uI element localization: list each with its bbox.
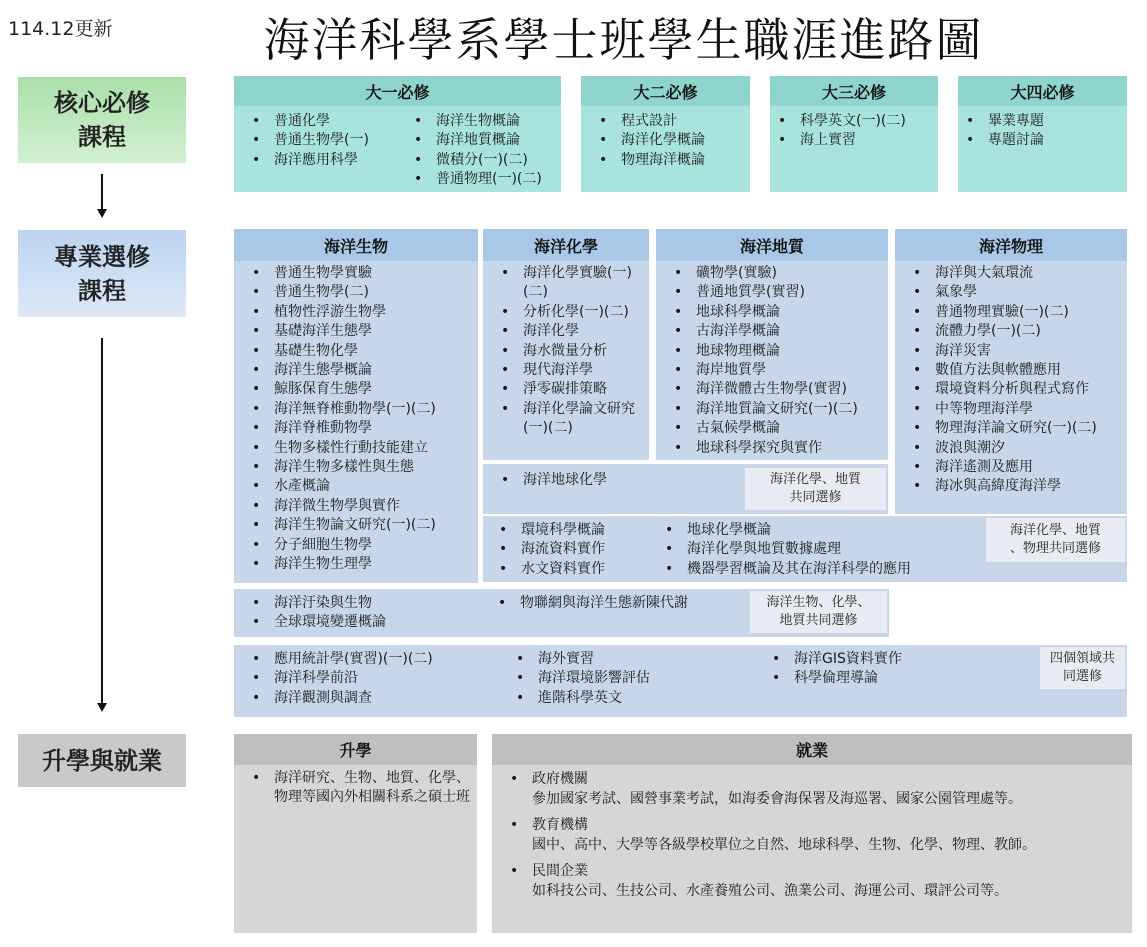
list-item: • 環境科學概論 xyxy=(491,521,605,540)
list-item: • 海洋地質論文研究(一)(二) xyxy=(666,400,858,419)
list-item: • 應用統計學(實習)(一)(二) xyxy=(244,650,433,669)
list-item: • 普通生物學(二) xyxy=(244,283,436,302)
list-item: • 海洋環境影響評估 xyxy=(508,669,650,688)
elective-geo-body xyxy=(656,261,888,460)
list-item: • 海洋地質概論 xyxy=(406,131,542,150)
arrow-head-icon xyxy=(97,703,107,712)
list-item: • 普通地質學(實習) xyxy=(666,283,858,302)
list-item: • 海洋化學實驗(一)(二) xyxy=(493,264,643,303)
list-item: • 鯨豚保育生態學 xyxy=(244,380,436,399)
elective-all-note: 四個領域共 同選修 xyxy=(1040,647,1125,689)
elective-bcg-col1 xyxy=(244,594,386,633)
career-study-body xyxy=(234,765,477,933)
list-item: • 海洋遙測及應用 xyxy=(905,458,1097,477)
list-item: • 海流資料實作 xyxy=(491,540,605,559)
career-job-header: 就業 xyxy=(492,734,1132,765)
list-item: • 普通物理實驗(一)(二) xyxy=(905,303,1097,322)
elective-chemgeo-body xyxy=(483,464,888,514)
list-item: • 流體力學(一)(二) xyxy=(905,322,1097,341)
list-item: • 科學英文(一)(二) xyxy=(770,112,906,131)
list-item: • 海洋生物生理學 xyxy=(244,555,436,574)
list-item: • 海洋化學 xyxy=(493,322,643,341)
list-item: • 海上實習 xyxy=(770,131,906,150)
list-item: • 地球物理概論 xyxy=(666,342,858,361)
elective-bcg-col2 xyxy=(490,594,688,613)
list-item: • 分子細胞生物學 xyxy=(244,536,436,555)
job-desc: 參加國家考試、國營事業考試，如海委會海保署及海巡署、國家公園管理處等。 xyxy=(532,791,1022,807)
list-item: • 海洋無脊椎動物學(一)(二) xyxy=(244,400,436,419)
list-item: • 古海洋學概論 xyxy=(666,322,858,341)
list-item: • 礦物學(實驗) xyxy=(666,264,858,283)
list-item: • 環境資料分析與程式寫作 xyxy=(905,380,1097,399)
list-item: • 畢業專題 xyxy=(958,112,1044,131)
core-y4-header: 大四必修 xyxy=(958,76,1127,106)
list-item: • 海洋與大氣環流 xyxy=(905,264,1097,283)
list-item: • 水產概論 xyxy=(244,477,436,496)
list-item: • 海洋GIS資料實作 xyxy=(764,650,902,669)
list-item: • 地球科學概論 xyxy=(666,303,858,322)
elective-cgp-col1 xyxy=(491,521,605,579)
elective-bio-header: 海洋生物 xyxy=(234,229,478,261)
list-item: • 地球化學概論 xyxy=(657,521,911,540)
list-item: • 海洋汙染與生物 xyxy=(244,594,386,613)
list-item: • 海洋災害 xyxy=(905,342,1097,361)
career-job-item: • 民間企業 如科技公司、生技公司、水產養殖公司、漁業公司、海運公司、環評公司等。 xyxy=(502,861,1008,901)
list-item: • 物聯網與海洋生態新陳代謝 xyxy=(490,594,688,613)
list-item: • 海洋研究、生物、地質、化學、物理等國內外相關科系之碩士班 xyxy=(244,769,472,808)
list-item: • 普通生物學(一) xyxy=(244,131,369,150)
list-item: • 微積分(一)(二) xyxy=(406,151,542,170)
core-y1-col1 xyxy=(244,112,369,170)
elective-bcg-note: 海洋生物、化學、 地質共同選修 xyxy=(750,591,887,633)
career-job-body xyxy=(492,765,1132,933)
career-study-list xyxy=(244,769,472,808)
elective-cgp-note: 海洋化學、地質 、物理共同選修 xyxy=(986,518,1125,562)
list-item: • 海洋地球化學 xyxy=(493,471,607,490)
core-y2-list xyxy=(591,112,705,170)
list-item: • 進階科學英文 xyxy=(508,689,650,708)
elective-chemgeo-note: 海洋化學、地質 共同選修 xyxy=(745,468,886,510)
list-item: • 淨零碳排策略 xyxy=(493,380,643,399)
list-item: • 普通生物學實驗 xyxy=(244,264,436,283)
list-item: • 海洋應用科學 xyxy=(244,151,369,170)
list-item: • 普通化學 xyxy=(244,112,369,131)
list-item: • 普通物理(一)(二) xyxy=(406,170,542,189)
elective-geo-header: 海洋地質 xyxy=(656,229,888,261)
list-item: • 海外實習 xyxy=(508,650,650,669)
list-item: • 海洋脊椎動物學 xyxy=(244,419,436,438)
core-y4-body xyxy=(958,106,1127,192)
elective-bio-list xyxy=(244,264,436,575)
elective-cgp-body xyxy=(483,516,1127,582)
elective-all-col3 xyxy=(764,650,902,689)
list-item: • 現代海洋學 xyxy=(493,361,643,380)
list-item: • 植物性浮游生物學 xyxy=(244,303,436,322)
list-item: • 數值方法與軟體應用 xyxy=(905,361,1097,380)
elective-all-col1 xyxy=(244,650,433,708)
elective-chemgeo-list xyxy=(493,471,607,490)
list-item: • 海洋生物概論 xyxy=(406,112,542,131)
list-item: • 地球科學探究與實作 xyxy=(666,439,858,458)
core-y3-list xyxy=(770,112,906,151)
list-item: • 中等物理海洋學 xyxy=(905,400,1097,419)
list-item: • 程式設計 xyxy=(591,112,705,131)
list-item: • 海洋生物多樣性與生態 xyxy=(244,458,436,477)
list-item: • 海洋生態學概論 xyxy=(244,361,436,380)
list-item: • 專題討論 xyxy=(958,131,1044,150)
list-item: • 海水微量分析 xyxy=(493,342,643,361)
career-study-header: 升學 xyxy=(234,734,477,765)
core-y2-header: 大二必修 xyxy=(581,76,750,106)
elective-chem-header: 海洋化學 xyxy=(483,229,649,261)
list-item: • 海洋微體古生物學(實習) xyxy=(666,380,858,399)
list-item: • 物理海洋概論 xyxy=(591,151,705,170)
arrow-head-icon xyxy=(97,209,107,218)
list-item: • 生物多樣性行動技能建立 xyxy=(244,439,436,458)
list-item: • 海岸地質學 xyxy=(666,361,858,380)
core-y2-body xyxy=(581,106,750,192)
list-item: • 海洋觀測與調查 xyxy=(244,689,433,708)
job-name: 政府機關 xyxy=(532,771,588,787)
job-desc: 如科技公司、生技公司、水產養殖公司、漁業公司、海運公司、環評公司等。 xyxy=(532,883,1008,899)
list-item: • 海洋微生物學與實作 xyxy=(244,497,436,516)
core-y1-col2 xyxy=(406,112,542,190)
page-title: 海洋科學系學士班學生職涯進路圖 xyxy=(263,13,984,67)
side-label-elective: 專業選修 課程 xyxy=(18,230,186,317)
elective-chem-list xyxy=(493,264,643,439)
career-job-item: • 政府機關 參加國家考試、國營事業考試，如海委會海保署及海巡署、國家公園管理處等。 xyxy=(502,769,1022,809)
core-y1-header: 大一必修 xyxy=(234,76,561,106)
elective-bcg-body xyxy=(234,589,889,637)
side-label-core: 核心必修 課程 xyxy=(18,77,186,163)
core-y3-header: 大三必修 xyxy=(770,76,938,106)
elective-all-col2 xyxy=(508,650,650,708)
elective-phys-list xyxy=(905,264,1097,497)
elective-chem-body xyxy=(483,261,649,460)
core-y1-body xyxy=(234,106,561,192)
elective-phys-header: 海洋物理 xyxy=(895,229,1127,261)
list-item: • 科學倫理導論 xyxy=(764,669,902,688)
core-y4-list xyxy=(958,112,1044,151)
list-item: • 氣象學 xyxy=(905,283,1097,302)
elective-cgp-col2 xyxy=(657,521,911,579)
core-y3-body xyxy=(770,106,938,192)
list-item: • 海洋科學前沿 xyxy=(244,669,433,688)
elective-all-body xyxy=(234,645,1127,717)
elective-phys-body xyxy=(895,261,1127,514)
list-item: • 波浪與潮汐 xyxy=(905,439,1097,458)
list-item: • 古氣候學概論 xyxy=(666,419,858,438)
list-item: • 基礎海洋生態學 xyxy=(244,322,436,341)
list-item: • 海冰與高緯度海洋學 xyxy=(905,477,1097,496)
list-item: • 全球環境變遷概論 xyxy=(244,613,386,632)
side-label-career: 升學與就業 xyxy=(18,734,186,787)
list-item: • 海洋化學概論 xyxy=(591,131,705,150)
list-item: • 水文資料實作 xyxy=(491,560,605,579)
list-item: • 基礎生物化學 xyxy=(244,342,436,361)
job-desc: 國中、高中、大學等各級學校單位之自然、地球科學、生物、化學、物理、教師。 xyxy=(532,837,1036,853)
career-job-item: • 教育機構 國中、高中、大學等各級學校單位之自然、地球科學、生物、化學、物理、教師。 xyxy=(502,815,1036,855)
list-item: • 分析化學(一)(二) xyxy=(493,303,643,322)
job-name: 教育機構 xyxy=(532,817,588,833)
elective-geo-list xyxy=(666,264,858,458)
list-item: • 海洋化學論文研究(一)(二) xyxy=(493,400,643,439)
list-item: • 海洋生物論文研究(一)(二) xyxy=(244,516,436,535)
list-item: • 機器學習概論及其在海洋科學的應用 xyxy=(657,560,911,579)
list-item: • 物理海洋論文研究(一)(二) xyxy=(905,419,1097,438)
job-name: 民間企業 xyxy=(532,863,588,879)
elective-bio-body xyxy=(234,261,478,583)
arrow-elective-to-career xyxy=(101,338,103,704)
arrow-core-to-elective xyxy=(101,174,103,210)
list-item: • 海洋化學與地質數據處理 xyxy=(657,540,911,559)
version-label: 114.12更新 xyxy=(8,18,113,40)
